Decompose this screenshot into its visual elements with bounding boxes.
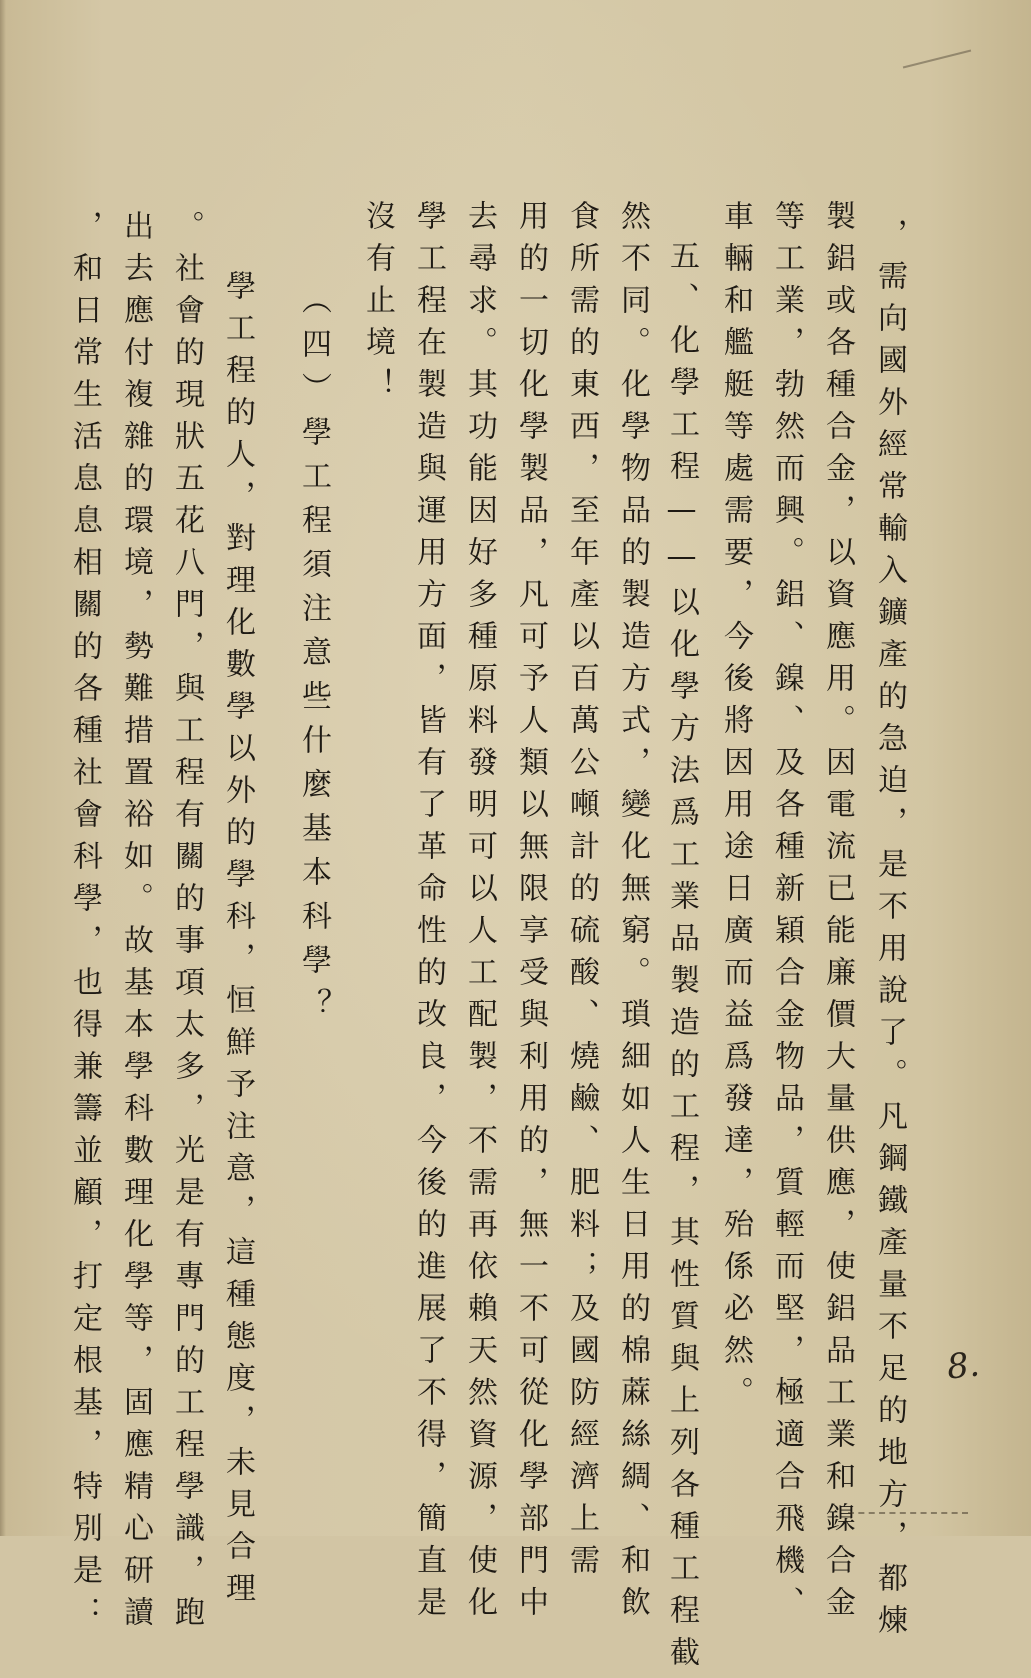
text-column-9: 去尋求。其功能因好多種原料發明可以人工配製，不需再依賴天然資源，使化 — [462, 200, 497, 1628]
text-column-14: 。社會的現狀五花八門，與工程有關的事項太多，光是有專門的工程學識，跑 — [169, 210, 204, 1638]
text-column-4: 車輛和艦艇等處需要，今後將因用途日廣而益爲發達，殆係必然。 — [718, 200, 753, 1418]
section-heading: （四）學工程須注意些什麼基本科學？ — [296, 284, 331, 1032]
pencil-mark — [903, 50, 971, 69]
text-column-5: 五、化學工程——以化學方法爲工業品製造的工程，其性質與上列各種工程截 — [664, 240, 699, 1678]
text-column-13: 學工程的人，對理化數學以外的學科，恒鮮予注意，這種態度，未見合理 — [220, 270, 255, 1614]
text-column-2: 製鋁或各種合金，以資應用。因電流已能廉價大量供應，使鋁品工業和鎳合金 — [820, 200, 855, 1628]
text-column-15: 出去應付複雜的環境，勢難措置裕如。故基本學科數理化學等，固應精心研讀 — [118, 210, 153, 1638]
bottom-edge-mark — [848, 1512, 968, 1514]
text-column-8: 用的一切化學製品，凡可予人類以無限享受與利用的，無一不可從化學部門中 — [513, 200, 548, 1628]
text-column-1: ，需向國外經常輸入鑛產的急迫，是不用說了。凡鋼鐵產量不足的地方，都煉 — [872, 218, 907, 1646]
text-column-3: 等工業，勃然而興。鋁、鎳、及各種新穎合金物品，質輕而堅，極適合飛機、 — [769, 200, 804, 1628]
text-column-7: 食所需的東西，至年產以百萬公噸計的硫酸、燒鹼、肥料；及國防經濟上需 — [564, 200, 599, 1586]
text-column-16: ，和日常生活息息相關的各種社會科學，也得兼籌並顧，打定根基，特別是： — [67, 210, 102, 1638]
text-column-11: 沒有止境！ — [360, 200, 395, 410]
text-column-6: 然不同。化學物品的製造方式，變化無窮。瑣細如人生日用的棉蔴絲綢、和飲 — [615, 200, 650, 1628]
page-number: 8. — [944, 1344, 982, 1388]
text-column-10: 學工程在製造與運用方面，皆有了革命性的改良，今後的進展了不得，簡直是 — [411, 200, 446, 1628]
page-fold-shadow — [0, 0, 6, 1536]
